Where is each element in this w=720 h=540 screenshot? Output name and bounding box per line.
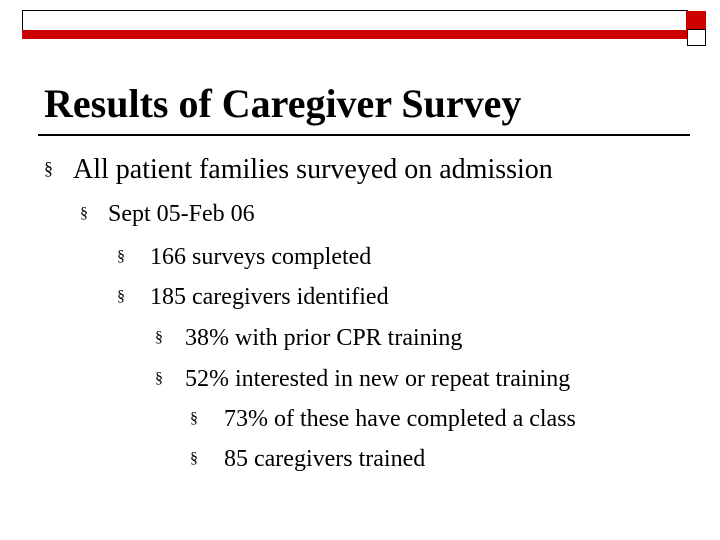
corner-outline-square [687, 29, 706, 46]
list-item [190, 447, 425, 471]
list-item-text: 166 surveys completed [150, 244, 372, 270]
list-item [80, 202, 255, 226]
list-item-text: 38% with prior CPR training [185, 325, 463, 351]
list-item [155, 326, 462, 350]
bullet-icon: § [155, 329, 163, 346]
list-item-text: 185 caregivers identified [150, 284, 389, 310]
bullet-icon: § [117, 288, 125, 305]
bullet-icon: § [44, 158, 53, 178]
top-decorative-band [22, 10, 688, 39]
corner-red-square [686, 11, 706, 30]
bullet-icon: § [190, 410, 198, 427]
list-item-text: All patient families surveyed on admission [73, 154, 553, 185]
list-item [117, 285, 389, 309]
list-item-text: Sept 05-Feb 06 [108, 201, 255, 227]
bullet-icon: § [117, 248, 125, 265]
bullet-icon: § [80, 205, 88, 222]
bullet-icon: § [190, 450, 198, 467]
list-item [117, 245, 371, 269]
bullet-icon: § [155, 370, 163, 387]
title-underline [38, 134, 690, 136]
list-item [155, 367, 570, 391]
slide-title: Results of Caregiver Survey [44, 81, 522, 126]
list-item-text: 73% of these have completed a class [224, 406, 576, 432]
top-outline-box [22, 10, 688, 31]
list-item-text: 85 caregivers trained [224, 446, 426, 472]
list-item-text: 52% interested in new or repeat training [185, 366, 571, 392]
top-red-stripe [22, 30, 688, 39]
list-item [44, 156, 553, 184]
list-item [190, 407, 576, 431]
